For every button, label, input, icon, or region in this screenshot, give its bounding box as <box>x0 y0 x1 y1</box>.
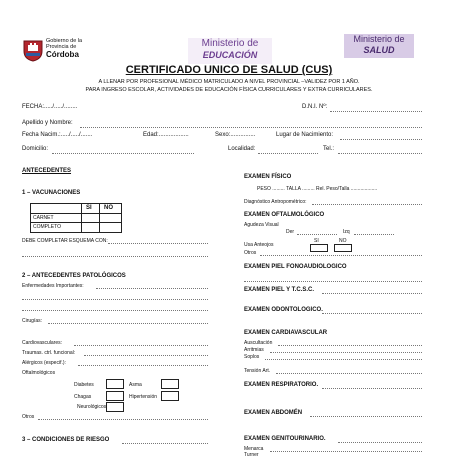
asma-checkbox[interactable] <box>161 379 179 389</box>
usa-anteojos-no-header: NO <box>339 238 347 244</box>
vacunaciones-heading: 1 – VACUNACIONES <box>22 190 81 196</box>
hipertension-label: Hipertensión <box>129 394 158 400</box>
dni-label: D.N.I. Nº: <box>302 104 328 110</box>
soplos-field[interactable] <box>265 359 422 360</box>
ministry-health-line1: Ministerio de <box>353 34 405 44</box>
debe-completar-field-2[interactable] <box>22 256 208 257</box>
tension-label: Tensión Art. <box>244 368 271 374</box>
der-field[interactable] <box>297 234 337 235</box>
auscultacion-field[interactable] <box>278 345 422 346</box>
subtitle-validity: A LLENAR POR PROFESIONAL MÉDICO MATRICULADO A NIVEL PROVINCIAL –VALIDEZ POR 1 AÑO. <box>98 79 360 85</box>
sexo-label: Sexo:............... <box>215 132 256 138</box>
izq-label: Izq <box>343 229 350 235</box>
ministry-education-line2: EDUCACIÓN <box>202 50 258 60</box>
fecha-nac-label: Fecha Nacim.:...../...../....... <box>22 132 93 138</box>
ministry-education-line1: Ministerio de <box>201 38 259 49</box>
soplos-label: Soplos <box>244 354 260 360</box>
respiratorio-heading: EXAMEN RESPIRATORIO. <box>244 382 319 388</box>
completo-si-cell[interactable] <box>82 223 99 232</box>
lugar-nac-field[interactable] <box>340 139 422 140</box>
riesgo-field[interactable] <box>122 443 208 444</box>
fecha-label: FECHA:...../...../........ <box>22 104 78 110</box>
odontologico-field[interactable] <box>322 313 422 314</box>
piel-field[interactable] <box>322 293 422 294</box>
examen-fisico-heading: EXAMEN FÍSICO <box>244 174 292 180</box>
usa-anteojos-si-checkbox[interactable] <box>310 244 328 252</box>
enfermedades-field[interactable] <box>96 288 208 289</box>
cirugias-label: Cirugías: <box>22 318 43 324</box>
fonoaudiologico-field[interactable] <box>244 281 422 282</box>
gov-logo-line1: Gobierno de la <box>46 38 83 44</box>
apellido-field[interactable] <box>80 127 422 128</box>
arritmias-label: Arritmias <box>244 347 264 353</box>
dni-field[interactable] <box>330 111 422 112</box>
neurologicos-label: Neurológicos <box>77 404 107 410</box>
antecedentes-heading: ANTECEDENTES <box>22 168 72 174</box>
diagnostico-label: Diagnóstico Antropométrico: <box>244 199 307 205</box>
diabetes-checkbox[interactable] <box>106 379 124 389</box>
ministry-health-logo <box>344 34 414 58</box>
diabetes-label: Diabetes <box>74 382 94 388</box>
piel-heading: EXAMEN PIEL Y T.C.S.C. <box>244 287 315 293</box>
respiratorio-field[interactable] <box>322 388 422 389</box>
ministry-health-line2: SALUD <box>363 45 395 55</box>
apellido-label: Apellido y Nombre: <box>22 120 73 126</box>
traumas-field[interactable] <box>84 355 208 356</box>
usa-anteojos-si-header: SI <box>314 238 319 244</box>
alergicos-label: Alérgicos (especif.): <box>22 360 66 366</box>
chagas-checkbox[interactable] <box>106 391 124 401</box>
menarca-label: Menarca <box>244 446 264 452</box>
subtitle-purpose: PARA INGRESO ESCOLAR, ACTIVIDADES DE EDUCACIÓN FÍSICA CURRICULARES Y EXTRA CURRICULARES. <box>85 87 373 93</box>
arritmias-field[interactable] <box>270 352 422 353</box>
odontologico-heading: EXAMEN ODONTOLOGICO. <box>244 307 323 313</box>
debe-completar-label: DEBE COMPLETAR ESQUEMA CON: <box>22 238 108 244</box>
genitourinario-field[interactable] <box>338 442 422 443</box>
usa-anteojos-no-checkbox[interactable] <box>334 244 352 252</box>
vaccination-table <box>30 203 122 233</box>
lugar-nac-label: Lugar de Nacimiento: <box>276 132 334 138</box>
localidad-field[interactable] <box>258 153 318 154</box>
gov-logo-text <box>46 38 82 59</box>
table-row-completo: COMPLETO <box>33 224 61 230</box>
cirugias-field[interactable] <box>48 323 208 324</box>
carnet-si-cell[interactable] <box>82 214 99 222</box>
patologicos-heading: 2 – ANTECEDENTES PATOLÓGICOS <box>22 273 126 279</box>
oftalmologico-heading: EXAMEN OFTALMOLÓGICO <box>244 212 325 218</box>
riesgo-heading: 3 – CONDICIONES DE RIESGO <box>22 437 110 443</box>
otros-right-field[interactable] <box>260 255 422 256</box>
genitourinario-heading: EXAMEN GENITOURINARIO. <box>244 436 326 442</box>
table-si-header: SI <box>86 205 92 211</box>
cardiovascular-heading: EXAMEN CARDIAVASCULAR <box>244 330 328 336</box>
abdomen-field[interactable] <box>310 416 422 417</box>
cardiovasculares-label: Cardiovasculares: <box>22 340 63 346</box>
gov-crest-icon <box>22 38 44 62</box>
traumas-label: Traumas. ctrl. funcional: <box>22 350 76 356</box>
gov-logo-line3: Córdoba <box>46 50 79 59</box>
fonoaudiologico-heading: EXAMEN PIEL FONOAUDIOLOGICO <box>244 264 347 270</box>
tel-label: Tel.: <box>323 146 335 152</box>
turner-label: Turner <box>244 452 259 458</box>
der-label: Der <box>286 229 295 235</box>
hipertension-checkbox[interactable] <box>161 391 179 401</box>
enfermedades-label: Enfermedades Importantes: <box>22 283 84 289</box>
alergicos-field[interactable] <box>78 365 208 366</box>
menarca-field[interactable] <box>270 451 422 452</box>
peso-talla-label: PESO ......... TALLA ......... Rel. Peso/Talla ................... <box>257 186 378 192</box>
agudeza-label: Agudeza Visual <box>244 222 279 228</box>
localidad-label: Localidad: <box>228 146 256 152</box>
page-title: CERTIFICADO UNICO DE SALUD (CUS) <box>125 64 333 76</box>
enfermedades-field-2[interactable] <box>22 299 208 300</box>
tel-field[interactable] <box>338 153 422 154</box>
auscultacion-label: Auscultación <box>244 340 273 346</box>
abdomen-heading: EXAMEN ABDOMÉN <box>244 410 303 416</box>
cardiovasculares-field[interactable] <box>74 345 208 346</box>
carnet-no-cell[interactable] <box>100 214 121 222</box>
domicilio-field[interactable] <box>52 153 194 154</box>
oftalmologicos-label: Oftalmológicos <box>22 370 56 376</box>
ministry-education-logo <box>188 38 272 64</box>
debe-completar-field[interactable] <box>108 243 208 244</box>
usa-anteojos-label: Usa Anteojos <box>244 242 274 248</box>
table-no-header: NO <box>104 205 113 211</box>
enfermedades-field-3[interactable] <box>22 310 208 311</box>
otros-left-field[interactable] <box>38 419 208 420</box>
otros-left-label: Otros <box>22 414 35 420</box>
chagas-label: Chagas <box>74 394 92 400</box>
izq-field[interactable] <box>354 234 394 235</box>
otros-right-label: Otros <box>244 250 257 256</box>
gov-logo-line2: Provincia de <box>46 44 77 50</box>
diagnostico-field[interactable] <box>312 204 422 205</box>
asma-label: Asma <box>129 382 142 388</box>
edad-label: Edad:.................. <box>143 132 189 138</box>
completo-no-cell[interactable] <box>100 223 121 232</box>
table-row-carnet: CARNET <box>33 215 54 221</box>
domicilio-label: Domicilio: <box>22 146 49 152</box>
neurologicos-checkbox[interactable] <box>106 402 124 412</box>
tension-field[interactable] <box>276 373 422 374</box>
